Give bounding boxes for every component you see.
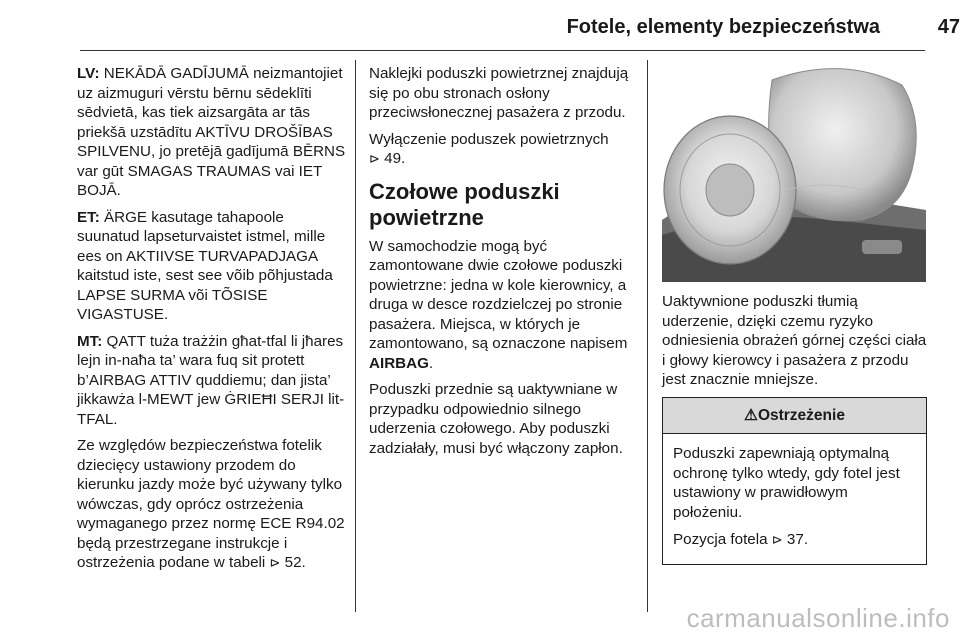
warning-triangle-icon: ⚠ (744, 406, 758, 424)
column-left (77, 64, 347, 580)
page-reference[interactable]: 52. (280, 554, 306, 571)
lv-warning: LV: NEKĀDĀ GADĪJUMĀ neizmantojiet uz aizmuguri vērstu bērnu sēdeklīti sēdvietā, kas tiek aizsargāta ar tās priekšā uzstādītu AKTĪVU DROŠĪBAS SPILVENU, jo pretējā gadījumā BĒRNS var gūt SMAGAS TRAUMAS vai IET BOJĀ. (77, 65, 346, 199)
column-divider (355, 60, 356, 612)
arrow-ref-icon: ⊳ (369, 151, 380, 166)
airbag-location-paragraph: W samochodzie mogą być zamontowane dwie czołowe poduszki powietrzne: jedna w kole kierownicy, a druga w desce rozdzielczej po stronie pasażera. Miejsca, w których je zamontowano, są oznaczone napisem AIRBAG. (369, 237, 628, 372)
airbag-deployed-image (662, 60, 926, 282)
mt-warning: MT: QATT tuża trażżin għat-tfal li jħares lejn in-naħa ta’ wara fuq sit protett b’AIRBAG ATTIV quddiemu; dan jista’ jikkawża l-MEWT jew ĠRIEĦI SERJI lit-TFAL. (77, 332, 345, 428)
warning-body (663, 434, 926, 564)
warning-reference: Pozycja fotela ⊳ 37. (673, 531, 809, 548)
arrow-ref-icon: ⊳ (269, 555, 281, 570)
et-warning: ET: ÄRGE kasutage tahapoole suunatud lapseturvaistet istmel, mille ees on AKTIIVSE TURVAPADJAGA kaitstud iste, sest see võib põhjustada LAPSE SURMA või TÕSISE VIGASTUSE. (77, 208, 333, 323)
figure-caption: Uaktywnione poduszki tłumią uderzenie, dzięki czemu ryzyko odniesienia obrażeń górnej części ciała i głowy kierowcy i pasażera z przodu jest znacznie mniejsze. (662, 293, 927, 388)
column-middle (369, 64, 639, 465)
watermark: carmanualsonline.info (686, 603, 950, 633)
column-right (662, 64, 927, 565)
activation-paragraph: Poduszki przednie są uaktywniane w przypadku odpowiednio silnego uderzenia czołowego. Aby poduszki zadziałały, musi być włączony zapłon. (369, 381, 623, 457)
section-heading: Czołowe poduszki powietrzne (369, 178, 560, 230)
pl-paragraph: Ze względów bezpieczeństwa fotelik dziecięcy ustawiony przodem do kierunku jazdy może być używany tylko wówczas, gdy oprócz ostrzeżenia wymaganego przez normę ECE R94.02 będą przestrzegane instrukcje i ostrzeżenia podane w tabeli ⊳ 52. (77, 437, 345, 571)
page-number: 47 (937, 16, 960, 38)
warning-header: ⚠Ostrzeżenie (663, 398, 926, 435)
arrow-ref-icon: ⊳ (771, 532, 783, 547)
warning-text: Poduszki zapewniają optymalną ochronę tylko wtedy, gdy fotel jest ustawiony w prawidłowym położeniu. (673, 445, 900, 521)
page-reference[interactable]: 49. (379, 150, 406, 167)
section-title: Fotele, elementy bezpieczeństwa (566, 16, 880, 38)
airbag-illustration (662, 60, 926, 282)
sticker-paragraph: Naklejki poduszki powietrznej znajdują się po obu stronach osłony przeciwsłonecznej pasażera z przodu. (369, 65, 629, 121)
page-reference[interactable]: 37. (782, 531, 809, 548)
deactivation-paragraph: Wyłączenie poduszek powietrznych ⊳ 49. (369, 130, 609, 167)
warning-box (662, 397, 927, 565)
column-divider (647, 60, 648, 612)
